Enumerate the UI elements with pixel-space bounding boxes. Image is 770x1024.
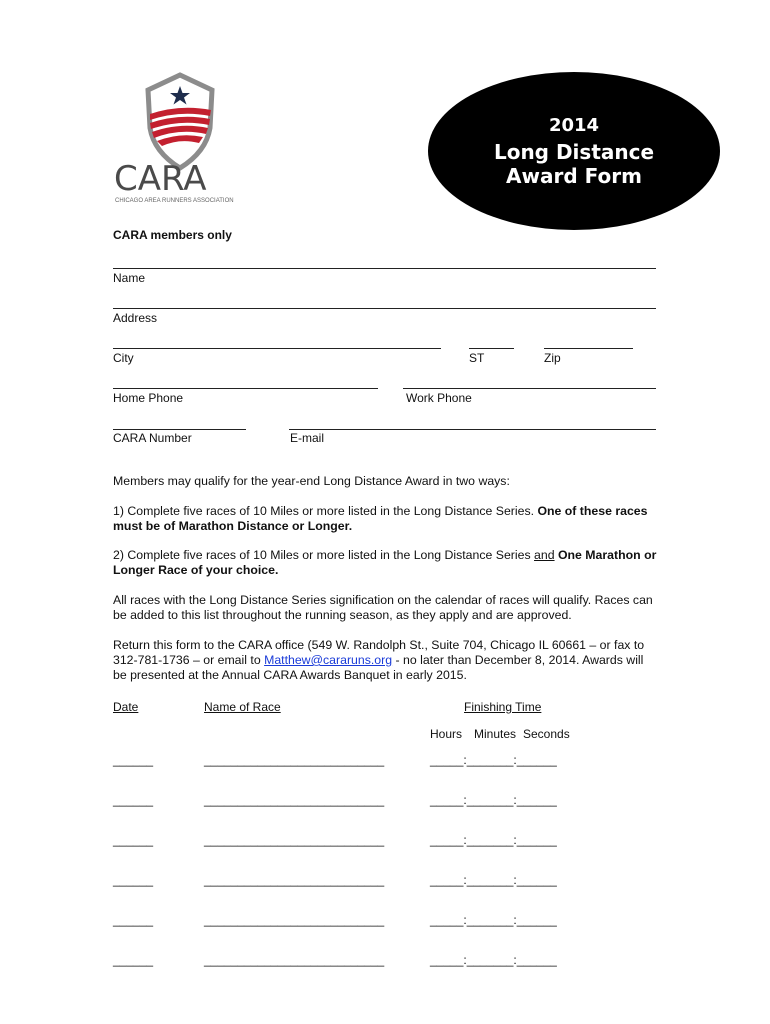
seconds-header: Seconds [523, 727, 570, 741]
date-column-header: Date [113, 700, 139, 714]
state-field[interactable] [469, 348, 514, 349]
race-time-field[interactable]: _____:_______:______ [430, 793, 557, 807]
zip-label: Zip [544, 351, 561, 365]
race-time-field[interactable]: _____:_______:______ [430, 913, 557, 927]
race-name-field[interactable]: ___________________________ [204, 833, 385, 847]
email-field[interactable] [289, 429, 656, 430]
work-phone-field[interactable] [403, 388, 656, 389]
email-link[interactable]: Matthew@cararuns.org [264, 653, 393, 667]
option-two [113, 548, 658, 578]
race-time-field[interactable]: _____:_______:______ [430, 873, 557, 887]
race-date-field[interactable]: ______ [113, 953, 154, 967]
all-races-text: All races with the Long Distance Series signification on the calendar of races will qualify. Races can be added to this list throughout the running season, as they apply and are approved. [113, 593, 653, 622]
option-two-bold: One Marathon or Longer Race of your choice. [113, 548, 657, 577]
work-phone-label: Work Phone [406, 391, 472, 405]
option-one [113, 504, 658, 534]
race-name-field[interactable]: ___________________________ [204, 953, 385, 967]
race-time-field[interactable]: _____:_______:______ [430, 833, 557, 847]
option-two-text: 2) Complete five races of 10 Miles or more listed in the Long Distance Series [113, 548, 535, 562]
race-time-field[interactable]: _____:_______:______ [430, 753, 557, 767]
race-name-field[interactable]: ___________________________ [204, 793, 385, 807]
zip-field[interactable] [544, 348, 633, 349]
title-oval [428, 72, 720, 230]
home-phone-field[interactable] [113, 388, 378, 389]
race-date-field[interactable]: ______ [113, 793, 154, 807]
cara-number-label: CARA Number [113, 431, 192, 445]
cara-logo [110, 70, 260, 210]
race-date-field[interactable]: ______ [113, 833, 154, 847]
city-label: City [113, 351, 134, 365]
city-field[interactable] [113, 348, 441, 349]
members-only-note: CARA members only [113, 228, 232, 242]
race-column-header: Name of Race [204, 700, 281, 714]
race-name-field[interactable]: ___________________________ [204, 753, 385, 767]
race-name-field[interactable]: ___________________________ [204, 873, 385, 887]
title-line1: Long Distance [493, 140, 655, 164]
option-one-bold: One of these races must be of Marathon Distance or Longer. [113, 504, 648, 533]
logo-subtitle: CHICAGO AREA RUNNERS ASSOCIATION [115, 198, 234, 204]
race-date-field[interactable]: ______ [113, 873, 154, 887]
title-line2: Award Form [506, 164, 642, 188]
logo-wordmark: CARA [114, 159, 207, 199]
return-text-a: Return this form to the CARA office (549 W. Randolph St., Suite 704, Chicago IL 60661 – or fax to 312-781-1736 – or email to [113, 638, 645, 667]
cara-number-field[interactable] [113, 429, 246, 430]
email-label: E-mail [290, 431, 325, 445]
address-field[interactable] [113, 308, 656, 309]
address-label: Address [113, 311, 158, 325]
cara-shield-icon [110, 70, 260, 210]
intro-text: Members may qualify for the year-end Long Distance Award in two ways: [113, 474, 510, 488]
race-time-field[interactable]: _____:_______:______ [430, 953, 557, 967]
return-instructions [113, 638, 658, 683]
home-phone-label: Home Phone [113, 391, 184, 405]
return-text-b: - no later than December 8, 2014. Awards will be presented at the Annual CARA Awards Banquet in early 2015. [113, 653, 644, 682]
race-date-field[interactable]: ______ [113, 913, 154, 927]
race-date-field[interactable]: ______ [113, 753, 154, 767]
name-field[interactable] [113, 268, 656, 269]
option-one-text: 1) Complete five races of 10 Miles or more listed in the Long Distance Series. [113, 504, 538, 518]
minutes-header: Minutes [474, 727, 517, 741]
hours-header: Hours [430, 727, 463, 741]
title-year: 2014 [548, 115, 600, 136]
time-column-header: Finishing Time [464, 700, 542, 714]
option-two-and: and [534, 548, 555, 562]
name-label: Name [113, 271, 146, 285]
state-label: ST [469, 351, 485, 365]
race-name-field[interactable]: ___________________________ [204, 913, 385, 927]
